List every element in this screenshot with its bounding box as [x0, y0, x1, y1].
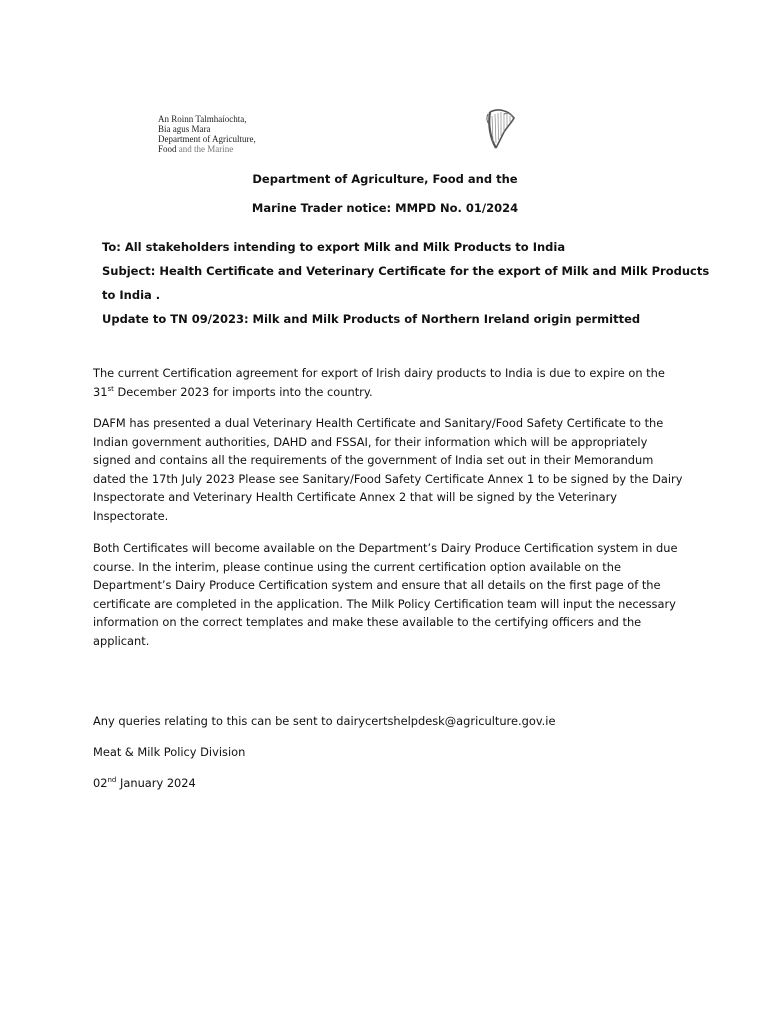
- paragraph-expiry-sup: st: [107, 384, 114, 393]
- paragraph-expiry-text-b: December 2023 for imports into the country.: [113, 384, 373, 399]
- page-title-line-1: Department of Agriculture, Food and the: [252, 172, 518, 186]
- page-title-line-2: Marine Trader notice: MMPD No. 01/2024: [251, 201, 519, 215]
- logo-line-english-1: Department of Agriculture,: [158, 134, 256, 144]
- notice-subject-line-2: to India .: [102, 288, 161, 302]
- paragraph-dual-certificate: DAFM has presented a dual Veterinary Health Certificate and Sanitary/Food Safety Certificate to the Indian government authorities, DAHD and FSSAI, for their information which will be appropriately signed and contains all the requirements of the government of India set out in their Memorandum dated the 17th July 2023 Please see Sanitary/Food Safety Certificate Annex 1 to be signed by the Dairy Inspectorate and Veterinary Health Certificate Annex 2 that will be signed by the Veterinary Inspectorate.: [93, 416, 683, 523]
- logo-line-irish-2: Bia agus Mara: [158, 124, 211, 134]
- department-logo-text: [158, 114, 256, 154]
- logo-line-english-2b: and the Marine: [178, 144, 234, 154]
- notice-date: [93, 776, 196, 790]
- paragraph-expiry: [93, 364, 683, 401]
- logo-line-english-2: [158, 144, 256, 154]
- logo-line-english-2a: Food: [158, 144, 177, 154]
- harp-icon: [482, 106, 518, 152]
- notice-to: To: All stakeholders intending to export Milk and Milk Products to India: [102, 240, 566, 254]
- notice-update: Update to TN 09/2023: Milk and Milk Products of Northern Ireland origin permitted: [102, 312, 641, 326]
- paragraph-interim-process: Both Certificates will become available on the Department’s Dairy Produce Certification system in due course. In the interim, please continue using the current certification option available on the Department’s Dairy Produce Certification system and ensure that all details on the first page of the certificate are completed in the application. The Milk Policy Certification team will input the necessary information on the correct templates and make these available to the certifying officers and the applicant.: [93, 541, 678, 648]
- notice-date-day: 02: [93, 776, 108, 790]
- paragraph-expiry-text-a: The current Certification agreement for export of Irish dairy products to India is due to expire on the 31: [93, 366, 665, 399]
- division-name: Meat & Milk Policy Division: [93, 745, 246, 759]
- logo-line-irish-1: An Roinn Talmhaíochta,: [158, 114, 247, 124]
- queries-contact: Any queries relating to this can be sent to dairycertshelpdesk@agriculture.gov.ie: [93, 714, 556, 728]
- notice-date-rest: January 2024: [116, 776, 196, 790]
- notice-subject-line-1: Subject: Health Certificate and Veterinary Certificate for the export of Milk and Milk Products: [102, 264, 710, 278]
- notice-date-sup: nd: [107, 776, 117, 785]
